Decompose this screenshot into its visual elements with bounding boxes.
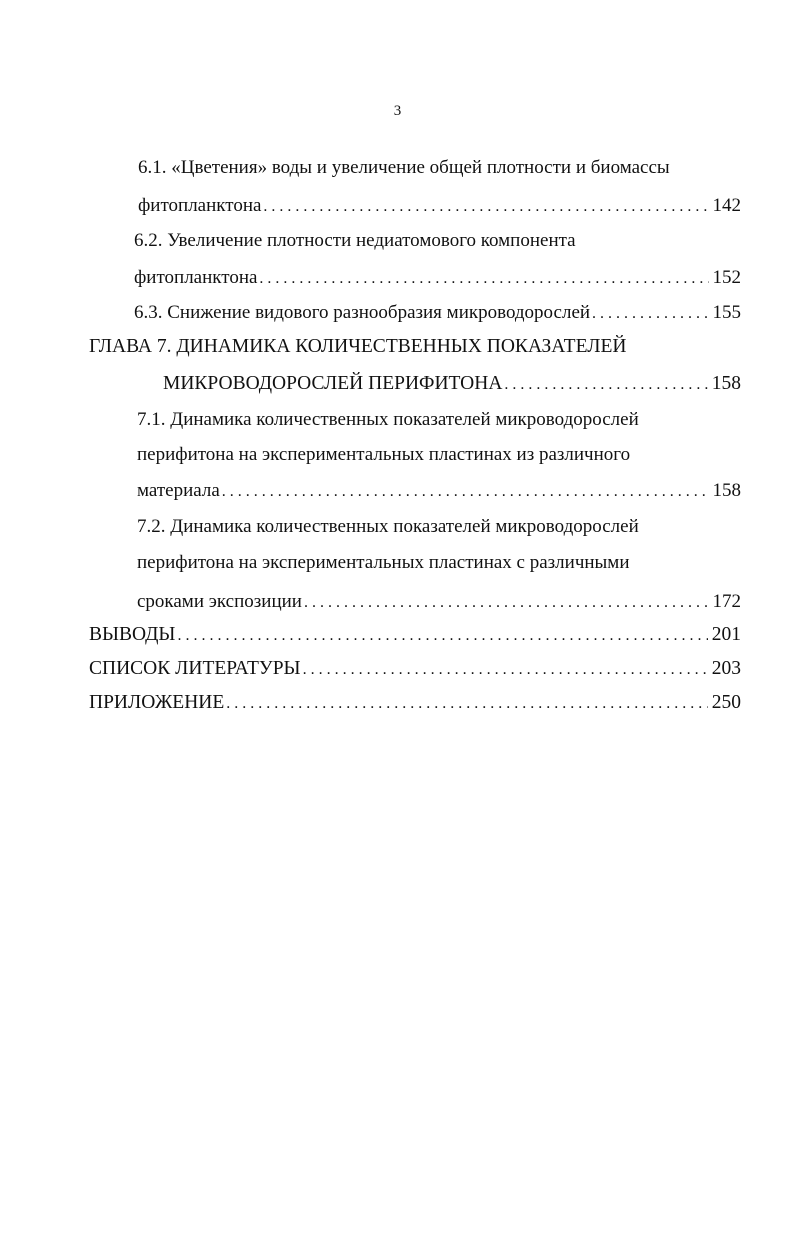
toc-entry-references[interactable]: СПИСОК ЛИТЕРАТУРЫ . . . 203 [89,654,741,684]
dot-leader [304,588,709,617]
toc-entry-6-1[interactable]: фитопланктона . . . 142 [138,191,741,221]
toc-line-7-1-title: 7.1. Динамика количественных показателей микроводорослей [137,409,639,430]
dot-leader [222,477,709,506]
page-ref: 201 [711,624,741,645]
page-ref: 158 [712,480,741,501]
toc-entry-6-2[interactable]: фитопланктона . . . 152 [134,263,741,293]
dot-leader [504,370,707,399]
toc-line-7-2-title: 7.2. Динамика количественных показателей микроводорослей [137,516,639,537]
dot-leader [226,689,707,718]
dot-leader [177,621,707,650]
toc-line-6-2-title: 6.2. Увеличение плотности недиатомового компонента [134,230,576,251]
toc-entry-appendix[interactable]: ПРИЛОЖЕНИЕ . . . 250 [89,688,741,718]
page-ref: 142 [712,195,741,216]
dot-leader [592,299,708,328]
dot-leader [303,655,708,684]
toc-chapter-7-title: ГЛАВА 7. ДИНАМИКА КОЛИЧЕСТВЕННЫХ ПОКАЗАТЕЛЕЙ [89,336,627,357]
dot-leader [263,192,708,221]
toc-entry-6-3[interactable]: 6.3. Снижение видового разнообразия микроводорослей . . . 155 [134,298,741,328]
page-ref: 250 [711,692,741,713]
page-ref: 158 [711,373,741,394]
page-number: 3 [393,103,402,119]
toc-line-7-1-title-cont: перифитона на экспериментальных пластинах из различного [137,444,631,465]
page-ref: 152 [712,267,741,288]
page-ref: 172 [712,591,741,612]
toc-entry-chapter-7[interactable]: МИКРОВОДОРОСЛЕЙ ПЕРИФИТОНА . . . 158 [163,369,741,399]
toc-entry-7-1[interactable]: материала . . . 158 [137,476,741,506]
page-ref: 203 [711,658,741,679]
toc-line-6-1-title: 6.1. «Цветения» воды и увеличение общей плотности и биомассы [138,157,670,178]
dot-leader [259,264,708,293]
toc-entry-7-2[interactable]: сроками экспозиции . . . 172 [137,587,741,617]
page-ref: 155 [712,302,741,323]
toc-line-7-2-title-cont: перифитона на экспериментальных пластинах с различными [137,552,630,573]
toc-entry-conclusions[interactable]: ВЫВОДЫ . . . 201 [89,620,741,650]
